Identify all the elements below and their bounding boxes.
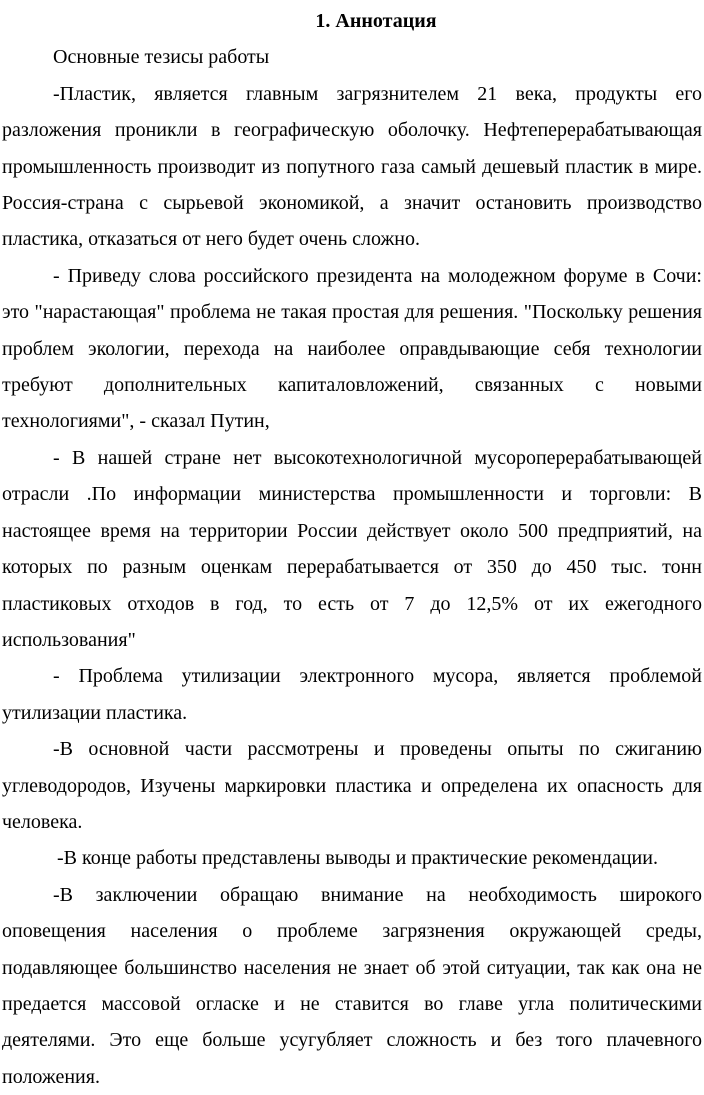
paragraph-recycling-industry: - В нашей стране нет высокотехнологичной мусороперерабатывающей отрасли .По информации министерства промышленности и торговли: В настоящее время на территории России действует около 500 предприятий, на которых по разным оценкам перерабатывается от 350 до 450 тыс. тонн пластиковых отходов в год, то есть от 7 до 12,5% от их ежегодного использования" bbox=[2, 446, 702, 651]
paragraph-plastic-pollutant: -Пластик, является главным загрязнителем 21 века, продукты его разложения проникли в географическую оболочку. Нефтеперерабатывающая промышленность производит из попутного газа самый дешевый пластик в мире. Россия-страна с сырьевой экономикой, а значит остановить производство пластика, отказаться от него будет очень сложно. bbox=[2, 82, 702, 251]
section-subtitle: Основные тезисы работы bbox=[53, 46, 270, 69]
paragraph-president-quote: - Приведу слова российского президента на молодежном форуме в Сочи: это "нарастающая" проблема не такая простая для решения. "Поскольку решения проблем экологии, перехода на наиболее оправдывающие себя технологии требуют дополнительных капиталовложений, связанных с новыми технологиями", - сказал Путин, bbox=[2, 264, 702, 433]
paragraph-conclusions: -В конце работы представлены выводы и практические рекомендации. bbox=[57, 847, 658, 870]
paragraph-electronic-waste: - Проблема утилизации электронного мусора, является проблемой утилизации пластика. bbox=[2, 665, 702, 724]
paragraph-final-remarks: -В заключении обращаю внимание на необходимость широкого оповещения населения о проблеме загрязнения окружающей среды, подавляющее большинство населения не знает об этой ситуации, так как она не предается массовой огласке и не ставится во главе угла политическими деятелями. Это еще больше усугубляет сложность и без того плачевного положения. bbox=[2, 883, 702, 1088]
paragraph-main-part: -В основной части рассмотрены и проведены опыты по сжиганию углеводородов, Изучены маркировки пластика и определена их опасность для человека. bbox=[2, 738, 702, 833]
section-title: 1. Аннотация bbox=[315, 10, 437, 32]
